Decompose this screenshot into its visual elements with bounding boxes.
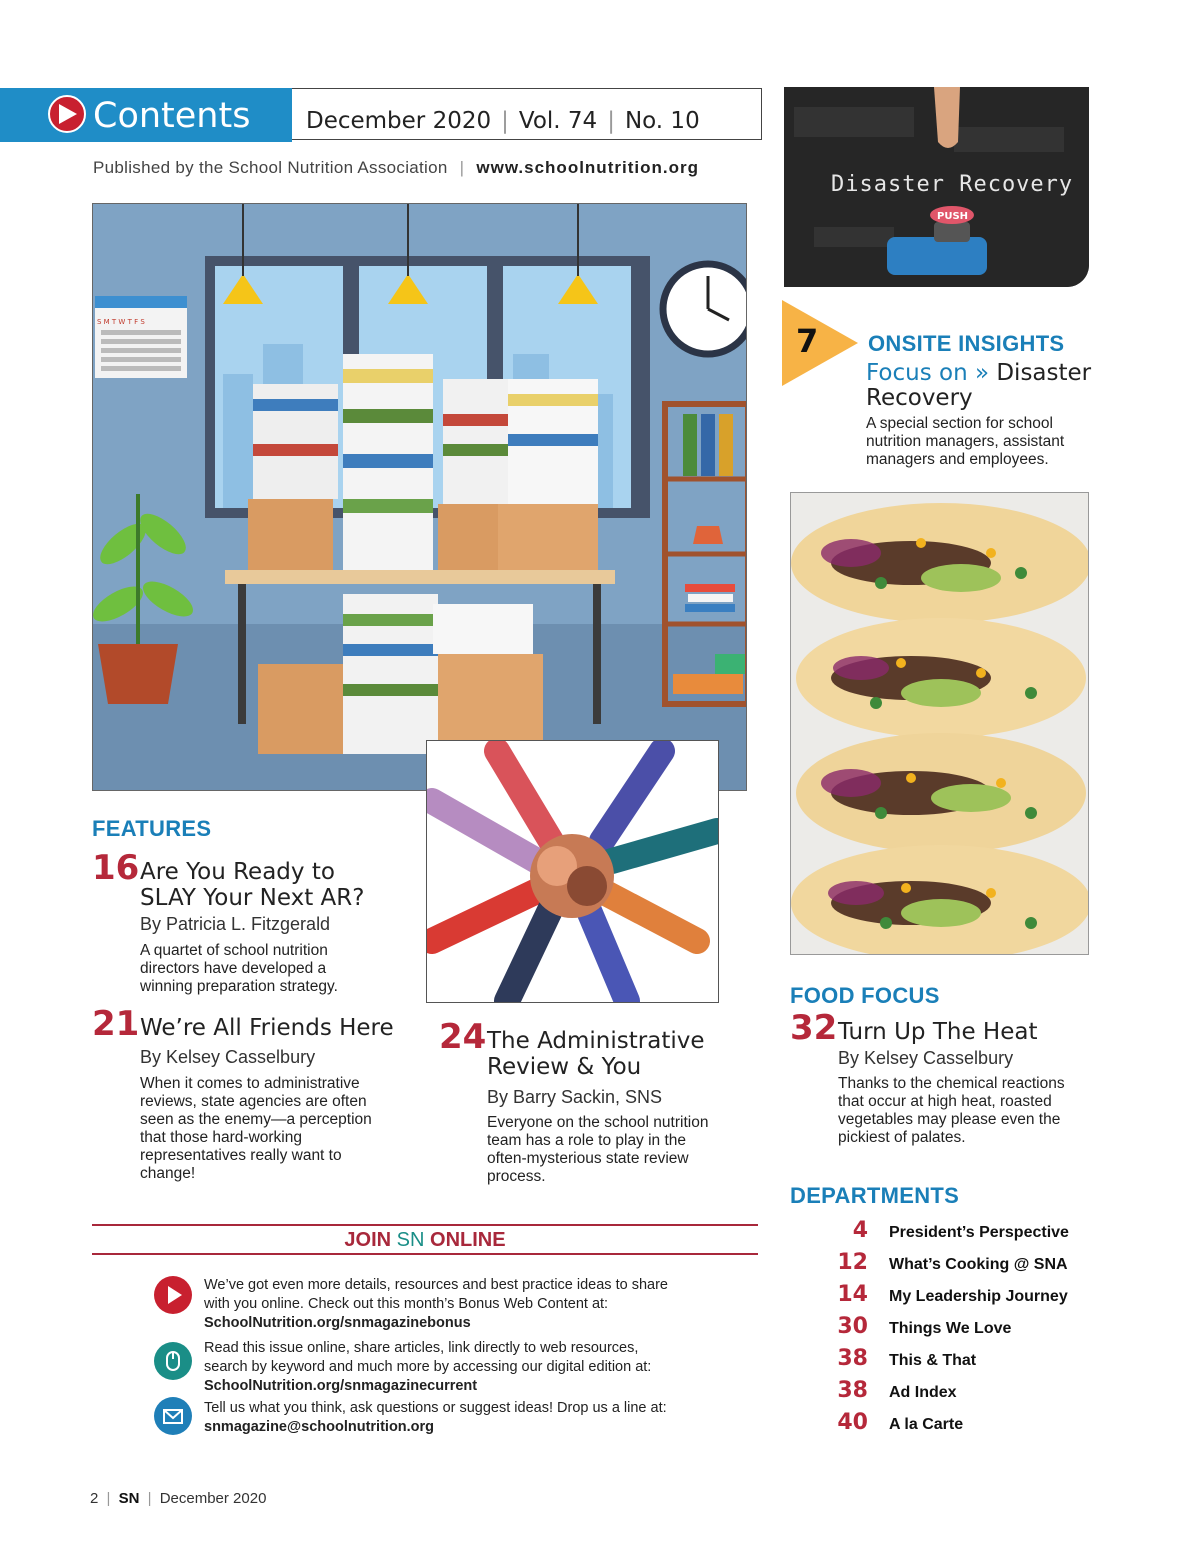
blurb-line: team has a role to play in the: [487, 1132, 687, 1149]
onsite-blurb-line: A special section for school: [866, 415, 1053, 432]
feature-byline: By Barry Sackin, SNS: [487, 1087, 663, 1107]
department-item[interactable]: [798, 1346, 1098, 1378]
department-page-number: 40: [837, 1410, 868, 1435]
join-digital-text: [204, 1339, 724, 1396]
food-focus-title: Turn Up The Heat: [838, 1019, 1038, 1045]
sn-word: SN: [396, 1229, 425, 1251]
department-label: What’s Cooking @ SNA: [889, 1256, 1068, 1273]
blurb-line: pickiest of palates.: [838, 1129, 966, 1146]
food-focus-blurb: [838, 1075, 1065, 1147]
food-focus-heading: FOOD FOCUS: [790, 983, 940, 1008]
blurb-line: A quartet of school nutrition: [140, 942, 328, 959]
bonus-link[interactable]: SchoolNutrition.org/snmagazinebonus: [204, 1315, 471, 1331]
feature-title-line1: We’re All Friends Here: [140, 1015, 394, 1041]
disaster-recovery-photo: [784, 87, 1089, 287]
department-label: Things We Love: [889, 1320, 1012, 1337]
feature-page-number: 16: [92, 848, 140, 888]
food-focus-byline: By Kelsey Casselbury: [838, 1048, 1014, 1068]
join-text-line: with you online. Check out this month’s Bonus Web Content at:: [204, 1296, 609, 1312]
onsite-blurb-line: managers and employees.: [866, 451, 1049, 468]
blurb-line: process.: [487, 1168, 546, 1185]
feature-title-line1: The Administrative: [487, 1028, 705, 1054]
page-title: Contents: [93, 96, 251, 136]
feature-byline: By Kelsey Casselbury: [140, 1047, 316, 1067]
feature-title-line1: Are You Ready to: [140, 859, 335, 885]
join-sn-online-title: [92, 1229, 758, 1252]
issue-volume: Vol. 74: [518, 108, 598, 134]
join-bonus-text: [204, 1276, 724, 1333]
onsite-title[interactable]: [866, 360, 1091, 386]
blurb-line: seen as the enemy—a perception: [140, 1111, 372, 1128]
join-contact-text: [204, 1399, 724, 1437]
department-item[interactable]: [798, 1218, 1098, 1250]
department-page-number: 4: [852, 1218, 868, 1243]
department-page-number: 30: [837, 1314, 868, 1339]
play-icon: [48, 95, 86, 133]
feature-title-line2: SLAY Your Next AR?: [140, 885, 365, 911]
department-item[interactable]: [798, 1282, 1098, 1314]
department-page-number: 14: [837, 1282, 868, 1307]
join-text-line: Tell us what you think, ask questions or suggest ideas! Drop us a line at:: [204, 1400, 667, 1416]
onsite-focus-label: Focus on »: [866, 360, 990, 386]
disaster-recovery-text: Disaster Recovery: [831, 172, 1074, 197]
department-label: My Leadership Journey: [889, 1288, 1068, 1305]
calendar-days: S M T W T F S: [97, 318, 145, 326]
features-heading: FEATURES: [92, 816, 212, 841]
join-bottom-rule: [92, 1253, 758, 1255]
blurb-line: vegetables may please even the: [838, 1111, 1061, 1128]
departments-list: [798, 1218, 1098, 1442]
onsite-kicker: ONSITE INSIGHTS: [868, 331, 1065, 356]
feature-blurb: [487, 1114, 708, 1186]
onsite-blurb: [866, 415, 1064, 469]
tacos-photo: [790, 492, 1089, 955]
feature-blurb: [140, 942, 338, 996]
onsite-title-line2: Recovery: [866, 385, 973, 411]
join-text-line: search by keyword and much more by accessing our digital edition at:: [204, 1359, 652, 1375]
onsite-blurb-line: nutrition managers, assistant: [866, 433, 1065, 450]
department-item[interactable]: [798, 1314, 1098, 1346]
publisher-text: Published by the School Nutrition Association: [93, 158, 448, 177]
join-top-rule: [92, 1224, 758, 1226]
office-paperwork-illustration: [92, 203, 747, 791]
play-icon[interactable]: [154, 1276, 192, 1314]
page-number: 2: [90, 1490, 99, 1507]
onsite-triangle: [782, 300, 858, 386]
department-page-number: 38: [837, 1346, 868, 1371]
push-label: PUSH: [937, 211, 969, 222]
digital-edition-link[interactable]: SchoolNutrition.org/snmagazinecurrent: [204, 1378, 478, 1394]
blurb-line: representatives really want to: [140, 1147, 342, 1164]
department-item[interactable]: [798, 1410, 1098, 1442]
department-item[interactable]: [798, 1250, 1098, 1282]
publisher-line: Published by the School Nutrition Association | www.schoolnutrition.org: [93, 158, 699, 177]
blurb-line: winning preparation strategy.: [140, 978, 338, 995]
join-text-line: Read this issue online, share articles, link directly to web resources,: [204, 1340, 639, 1356]
issue-date: December 2020: [306, 108, 492, 134]
blurb-line: reviews, state agencies are often: [140, 1093, 367, 1110]
magazine-name: SN: [118, 1490, 140, 1507]
join-word: JOIN: [344, 1229, 392, 1251]
blurb-line: Thanks to the chemical reactions: [838, 1075, 1065, 1092]
website-link[interactable]: www.schoolnutrition.org: [476, 158, 699, 177]
blurb-line: When it comes to administrative: [140, 1075, 360, 1092]
department-label: This & That: [889, 1352, 977, 1369]
blurb-line: Everyone on the school nutrition: [487, 1114, 709, 1131]
feature-page-number: 21: [92, 1004, 140, 1044]
join-text-line: We’ve got even more details, resources and best practice ideas to share: [204, 1277, 668, 1293]
department-label: Ad Index: [889, 1384, 957, 1401]
blurb-line: change!: [140, 1165, 196, 1182]
feature-blurb: [140, 1075, 372, 1183]
onsite-title-line1: Disaster: [996, 360, 1092, 386]
envelope-icon[interactable]: [154, 1397, 192, 1435]
footer-date: December 2020: [159, 1490, 267, 1507]
email-link[interactable]: snmagazine@schoolnutrition.org: [204, 1419, 435, 1435]
onsite-page-number: 7: [796, 322, 819, 360]
food-focus-page-number: 32: [790, 1008, 838, 1048]
issue-number: No. 10: [624, 108, 700, 134]
online-word: ONLINE: [430, 1229, 506, 1251]
issue-info: December 2020 | Vol. 74 | No. 10: [306, 108, 700, 134]
blurb-line: often-mysterious state review: [487, 1150, 689, 1167]
blurb-line: that occur at high heat, roasted: [838, 1093, 1052, 1110]
department-page-number: 38: [837, 1378, 868, 1403]
hands-together-illustration: [426, 740, 719, 1003]
mouse-icon[interactable]: [154, 1342, 192, 1380]
department-item[interactable]: [798, 1378, 1098, 1410]
department-label: A la Carte: [889, 1416, 964, 1433]
department-page-number: 12: [837, 1250, 868, 1275]
department-label: President’s Perspective: [889, 1224, 1069, 1241]
page-footer: 2 | SN | December 2020: [90, 1490, 267, 1507]
departments-heading: DEPARTMENTS: [790, 1183, 960, 1208]
blurb-line: that those hard-working: [140, 1129, 302, 1146]
blurb-line: directors have developed a: [140, 960, 327, 977]
feature-title-line2: Review & You: [487, 1054, 642, 1080]
feature-page-number: 24: [439, 1017, 487, 1057]
feature-byline: By Patricia L. Fitzgerald: [140, 914, 331, 934]
